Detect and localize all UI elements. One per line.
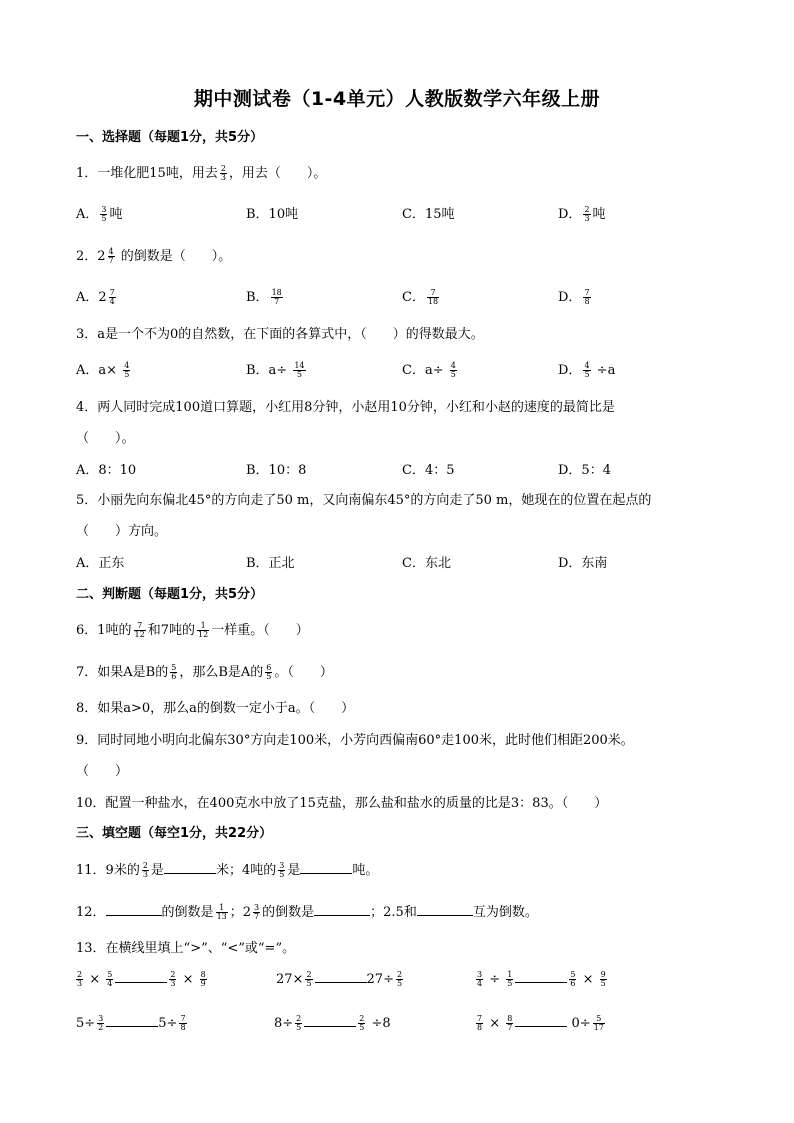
q3-option-c[interactable]: C．a÷ $\frac{4}{5}$ [402, 361, 456, 379]
answer-blank[interactable] [115, 970, 167, 983]
answer-blank[interactable] [300, 861, 352, 874]
fraction: $\frac{2}{3}$ [220, 164, 226, 182]
answer-blank[interactable] [515, 970, 567, 983]
question-2: 2．2 $\frac{4}{7}$ 的倒数是（ ）。 [76, 247, 232, 265]
question-9-cont: （ ） [76, 764, 129, 779]
answer-blank[interactable] [417, 903, 473, 916]
question-7: 7．如果A是B的 $\frac{5}{6}$ ，那么B是A的 $\frac{6}{5}$ 。（ ） [76, 663, 333, 681]
question-10: 10．配置一种盐水，在400克水中放了15克盐，那么盐和盐水的质量的比是3：83。（ ） [76, 796, 608, 811]
q3-option-a[interactable]: A．a× $\frac{4}{5}$ [76, 361, 130, 379]
answer-blank[interactable] [106, 903, 162, 916]
q4-option-a[interactable]: A．8：10 [76, 463, 137, 478]
question-12: 12． 的倒数是 $\frac{1}{13}$ ；2 $\frac{3}{7}$ 的倒数是 ；2.5和 互为倒数。 [76, 903, 538, 921]
answer-blank[interactable] [164, 861, 216, 874]
q3-option-d[interactable]: D． $\frac{4}{5}$ ÷a [558, 361, 616, 379]
answer-blank[interactable] [314, 903, 370, 916]
q4-option-c[interactable]: C．4：5 [402, 463, 455, 478]
compare-3: $\frac{3}{4}$ ÷ $\frac{1}{5}$ $\frac{5}{6}$ × $\frac{9}{5}$ [477, 970, 606, 988]
compare-4: 5÷ $\frac{3}{2}$ 5÷ $\frac{7}{8}$ [76, 1014, 186, 1032]
q2-option-c[interactable]: C． $\frac{7}{18}$ [402, 288, 439, 306]
question-1: 1．一堆化肥15吨，用去 $\frac{2}{3}$ ，用去（ ）。 [76, 164, 327, 182]
answer-blank[interactable] [515, 1014, 567, 1027]
q2-option-d[interactable]: D． $\frac{7}{8}$ [558, 288, 590, 306]
question-4: 4．两人同时完成100道口算题，小红用8分钟，小赵用10分钟，小红和小赵的速度的最简比是 [76, 400, 615, 415]
page-title: 期中测试卷（1-4单元）人教版数学六年级上册 [193, 88, 601, 110]
question-13: 13．在横线里填上“>”、“<”或“=”。 [76, 941, 296, 956]
q1-option-c[interactable]: C．15吨 [402, 207, 455, 222]
question-5: 5．小丽先向东偏北45°的方向走了50 m，又向南偏东45°的方向走了50 m，她现在的位置在起点的 [76, 493, 652, 508]
question-9: 9．同时同地小明向北偏东30°方向走100米，小芳向西偏南60°走100米，此时他们相距200米。 [76, 733, 634, 748]
question-4-cont: （ ）。 [76, 431, 135, 446]
q5-option-b[interactable]: B．正北 [246, 556, 295, 571]
q5-option-c[interactable]: C．东北 [402, 556, 451, 571]
question-6: 6．1吨的 $\frac{7}{12}$ 和7吨的 $\frac{1}{12}$ 一样重。（ ） [76, 621, 309, 639]
q4-option-d[interactable]: D．5：4 [558, 463, 611, 478]
q3-option-b[interactable]: B．a÷ $\frac{14}{5}$ [246, 361, 305, 379]
q1-option-b[interactable]: B．10吨 [246, 207, 299, 222]
answer-blank[interactable] [106, 1014, 158, 1027]
answer-blank[interactable] [304, 1014, 356, 1027]
q1-option-a[interactable]: A． $\frac{3}{5}$ 吨 [76, 205, 123, 223]
question-8: 8．如果a>0，那么a的倒数一定小于a。（ ） [76, 701, 355, 716]
section-heading-judge: 二、判断题（每题1分，共5分） [76, 587, 264, 602]
q1-option-d[interactable]: D． $\frac{2}{3}$ 吨 [558, 205, 606, 223]
section-heading-choice: 一、选择题（每题1分，共5分） [76, 130, 264, 145]
section-heading-fill: 三、填空题（每空1分，共22分） [76, 826, 273, 841]
q5-option-d[interactable]: D．东南 [558, 556, 608, 571]
compare-6: $\frac{7}{8}$ × $\frac{8}{7}$ 0÷ $\frac{5}{17}$ [477, 1014, 604, 1032]
answer-blank[interactable] [315, 970, 367, 983]
q5-option-a[interactable]: A．正东 [76, 556, 125, 571]
compare-2: 27× $\frac{2}{5}$ 27÷ $\frac{2}{5}$ [276, 970, 403, 988]
q2-option-a[interactable]: A．2 $\frac{7}{4}$ [76, 288, 115, 306]
q4-option-b[interactable]: B．10：8 [246, 463, 307, 478]
q2-option-b[interactable]: B． $\frac{18}{7}$ [246, 288, 282, 306]
question-11: 11．9米的 $\frac{2}{3}$ 是 米；4吨的 $\frac{3}{5}$ 是 吨。 [76, 861, 379, 879]
question-3: 3．a是一个不为0的自然数，在下面的各算式中，（ ）的得数最大。 [76, 327, 484, 342]
compare-5: 8÷ $\frac{2}{5}$ $\frac{2}{5}$ ÷8 [274, 1014, 391, 1032]
question-5-cont: （ ）方向。 [76, 524, 168, 539]
compare-1: $\frac{2}{3}$ × $\frac{5}{4}$ $\frac{2}{3}$ × $\frac{8}{9}$ [77, 970, 206, 988]
